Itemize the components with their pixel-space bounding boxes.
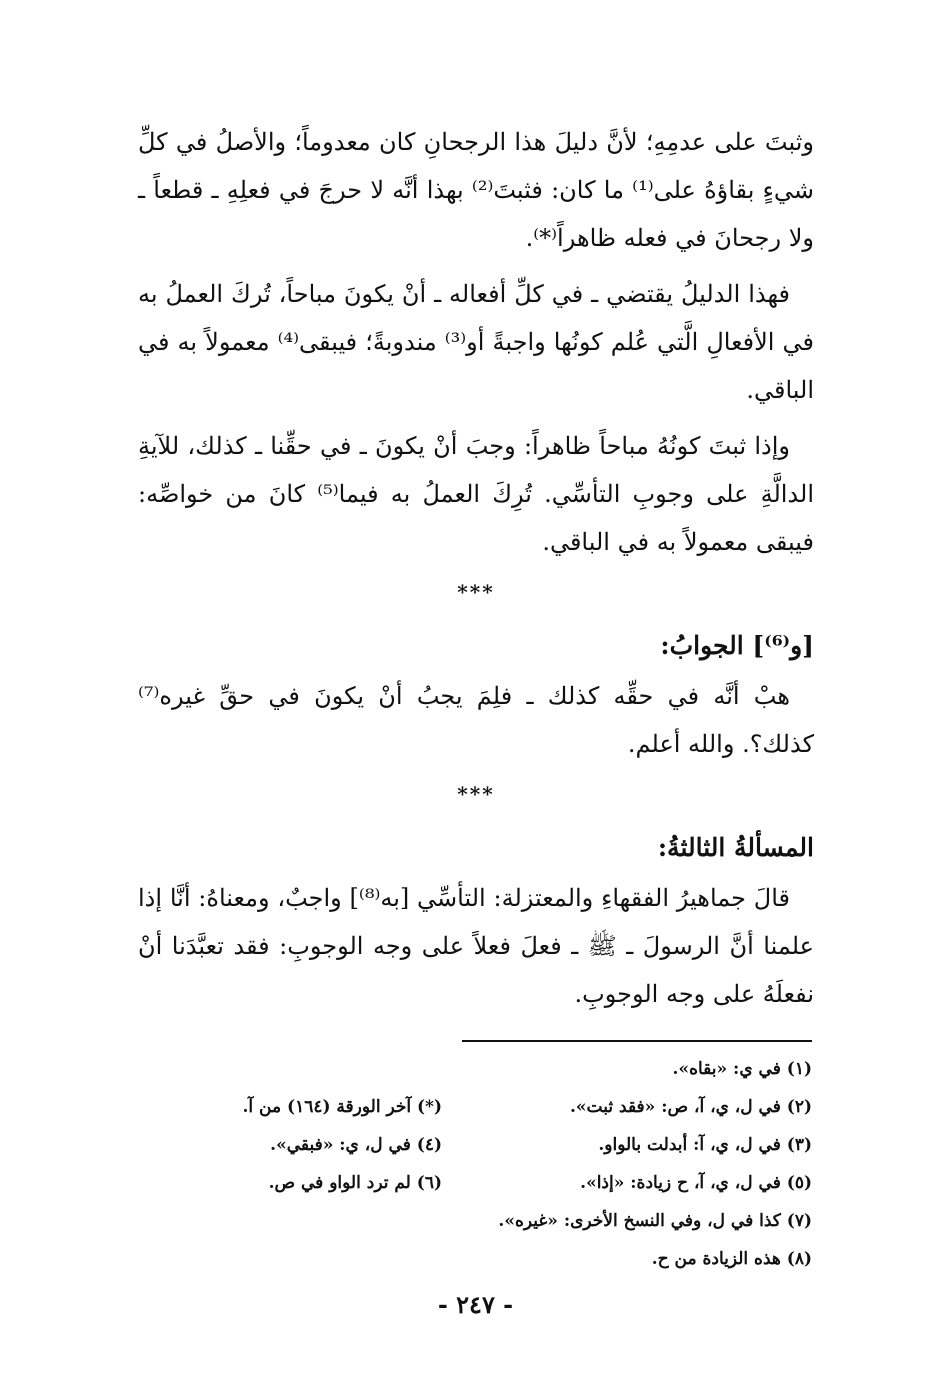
section-separator: *** xyxy=(457,782,495,806)
paragraph-1: وثبتَ على عدمِهِ؛ لأنَّ دليلَ هذا الرجحانِ كان معدوماً؛ والأصلُ في كلِّ شيءٍ بقاؤهُ على⁽¹⁾ ما كان: فثبتَ⁽²⁾ بهذا أنَّه لا حرجَ في فعلِهِ ـ قطعاً ـ ولا رجحانَ في فعله ظاهراً⁽*⁾. xyxy=(138,128,814,252)
footnote-star: (*) آخر الورقة (١٦٤) من آ. xyxy=(242,1097,442,1117)
footnote-row xyxy=(180,1126,812,1164)
section-heading-answer: [و⁽⁶⁾] الجوابُ: xyxy=(660,631,814,660)
footnote-7: (٧) كذا في ل، وفي النسخ الأخرى: «غيره». xyxy=(498,1211,812,1231)
page-body xyxy=(138,118,814,1026)
section-separator: *** xyxy=(457,580,495,604)
footnotes xyxy=(180,1050,812,1278)
footnote-divider xyxy=(462,1040,812,1042)
footnote-6: (٦) لم ترد الواو في ص. xyxy=(268,1173,442,1193)
paragraph-3: وإذا ثبتَ كونُهُ مباحاً ظاهراً: وجبَ أنْ يكونَ ـ في حقِّنا ـ كذلك، للآيةِ الدالَّةِ على وجوبِ التأسِّي. تُرِكَ العملُ به فيما⁽⁵⁾ كانَ من خواصِّه: فيبقى معمولاً به في الباقي. xyxy=(138,432,814,556)
footnote-1: (١) في ي: «بقاه». xyxy=(672,1059,812,1079)
section-heading-third-issue: المسألةُ الثالثةُ: xyxy=(657,833,814,862)
footnote-row xyxy=(180,1088,812,1126)
footnote-row xyxy=(180,1202,812,1240)
page-number: - ٢٤٧ - xyxy=(437,1290,514,1319)
paragraph-5: قالَ جماهيرُ الفقهاءِ والمعتزلة: التأسِّي [به⁽⁸⁾] واجبٌ، ومعناهُ: أنَّا إذا علمنا أنَّ الرسولَ ـ ﷺ ـ فعلَ فعلاً على وجه الوجوبِ: فقد تعبَّدَنا أنْ نفعلَهُ على وجه الوجوبِ. xyxy=(138,884,814,1008)
paragraph-2: فهذا الدليلُ يقتضي ـ في كلِّ أفعاله ـ أنْ يكونَ مباحاً، تُركَ العملُ به في الأفعالِ الَّتي عُلم كونُها واجبةً أو⁽³⁾ مندوبةً؛ فيبقى⁽⁴⁾ معمولاً به في الباقي. xyxy=(138,280,815,404)
footnote-row xyxy=(180,1240,812,1278)
paragraph-4: هبْ أنَّه في حقِّه كذلك ـ فلِمَ يجبُ أنْ يكونَ في حقِّ غيره⁽⁷⁾ كذلك؟. والله أعلم. xyxy=(138,682,814,758)
footnote-5: (٥) في ل، ي، آ، ح زيادة: «إذا». xyxy=(580,1173,812,1193)
footnote-row xyxy=(180,1050,812,1088)
footnote-row xyxy=(180,1164,812,1202)
footnote-4: (٤) في ل، ي: «فبقي». xyxy=(270,1135,442,1155)
footnote-2: (٢) في ل، ي، آ، ص: «فقد ثبت». xyxy=(570,1097,812,1117)
footnote-3: (٣) في ل، ي، آ: أبدلت بالواو. xyxy=(598,1135,812,1155)
footnote-8: (٨) هذه الزيادة من ح. xyxy=(651,1249,812,1269)
